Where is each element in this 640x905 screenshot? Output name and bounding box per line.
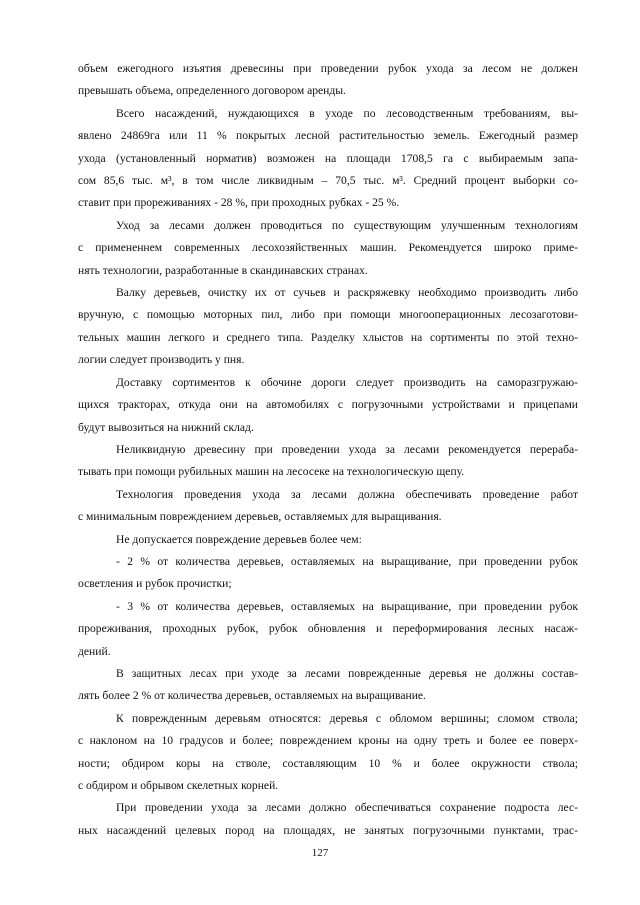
text-line: объем ежегодного изъятия древесины при проведении рубок ухода за лесом не должен <box>78 62 578 75</box>
text-line: ных насаждений целевых пород на площадях, не занятых погрузочными пунктами, трас- <box>78 823 578 837</box>
page-number: 127 <box>311 847 329 859</box>
text-line: щихся тракторах, откуда они на автомобилях с погрузочными устройствами и прицепами <box>78 398 578 412</box>
paragraph <box>78 551 578 596</box>
text-line: нять технологии, разработанные в скандинавских странах. <box>78 263 368 277</box>
text-line: Неликвидную древесину при проведении ухода за лесами рекомендуется перераба- <box>116 442 578 456</box>
text-line: К поврежденным деревьям относятся: деревья с обломом вершины; сломом ствола; <box>116 711 578 725</box>
text-line: вручную, с помощью моторных пил, либо при помощи многооперационных лесозаготови- <box>78 308 578 322</box>
text-line: будут вывозиться на нижний склад. <box>78 420 254 434</box>
text-line: логии следует производить у пня. <box>78 353 245 367</box>
text-line: Валку деревьев, очистку их от сучьев и раскряжевку необходимо производить либо <box>116 286 578 300</box>
text-line: Всего насаждений, нуждающихся в уходе по лесоводственным требованиям, вы- <box>116 106 578 120</box>
text-line: прореживания, проходных рубок, рубок обновления и переформирования лесных насаж- <box>78 622 578 636</box>
paragraph <box>78 529 578 551</box>
text-line: тельных машин легкого и среднего типа. Разделку хлыстов на сортименты по этой техно- <box>78 330 578 344</box>
text-line: При проведении ухода за лесами должно обеспечиваться сохранение подроста лес- <box>116 801 578 815</box>
text-line: осветления и рубок прочистки; <box>78 577 232 591</box>
text-line: Не допускается повреждение деревьев более чем: <box>116 532 362 546</box>
paragraph <box>78 282 578 372</box>
text-line: с минимальным повреждением деревьев, оставляемых для выращивания. <box>78 510 442 524</box>
text-line: - 3 % от количества деревьев, оставляемых на выращивание, при проведении рубок <box>116 599 578 613</box>
paragraph <box>78 439 578 484</box>
paragraph <box>78 596 578 663</box>
text-line: с обдиром и обрывом скелетных корней. <box>78 779 279 792</box>
text-line: с наклоном на 10 градусов и более; повреждением кроны на одну треть и более ее поверх- <box>78 734 578 748</box>
text-line: Технология проведения ухода за лесами должна обеспечивать проведение работ <box>116 487 578 501</box>
paragraph <box>78 484 578 529</box>
paragraph <box>78 708 578 798</box>
text-line: Уход за лесами должен проводиться по существующим улучшенным технологиям <box>116 218 578 232</box>
document-body <box>78 58 578 842</box>
text-line: дений. <box>78 644 111 658</box>
text-line: сом 85,6 тыс. м³, в том числе ликвидным – 70,5 тыс. м³. Средний процент выборки со- <box>78 174 578 188</box>
text-line: ухода (установленный норматив) возможен на площади 1708,5 га с выбираемым запа- <box>78 151 578 165</box>
text-line: с примененнем современных лесохозяйственных машин. Рекомендуется широко приме- <box>78 241 578 255</box>
text-line: - 2 % от количества деревьев, оставляемых на выращивание, при проведении рубок <box>116 554 578 568</box>
paragraph <box>78 215 578 282</box>
text-line: Доставку сортиментов к обочине дороги следует производить на саморазгружаю- <box>116 375 578 389</box>
text-line: лять более 2 % от количества деревьев, оставляемых на выращивание. <box>78 689 426 703</box>
text-line: явлено 24869га или 11 % покрытых лесной растительностью земель. Ежегодный размер <box>78 129 578 143</box>
paragraph <box>78 103 578 215</box>
text-line: превышать объема, определенного договором аренды. <box>78 84 346 98</box>
text-line: В защитных лесах при уходе за лесами поврежденные деревья не должны состав- <box>116 666 578 680</box>
paragraph <box>78 58 578 103</box>
text-line: тывать при помощи рубильных машин на лесосеке на технологическую щепу. <box>78 465 465 479</box>
text-line: ставит при прореживаниях - 28 %, при проходных рубках - 25 %. <box>78 196 400 210</box>
paragraph <box>78 797 578 842</box>
paragraph <box>78 372 578 439</box>
text-line: ности; обдиром коры на стволе, составляющим 10 % и более окружности ствола; <box>78 756 578 770</box>
paragraph <box>78 663 578 708</box>
